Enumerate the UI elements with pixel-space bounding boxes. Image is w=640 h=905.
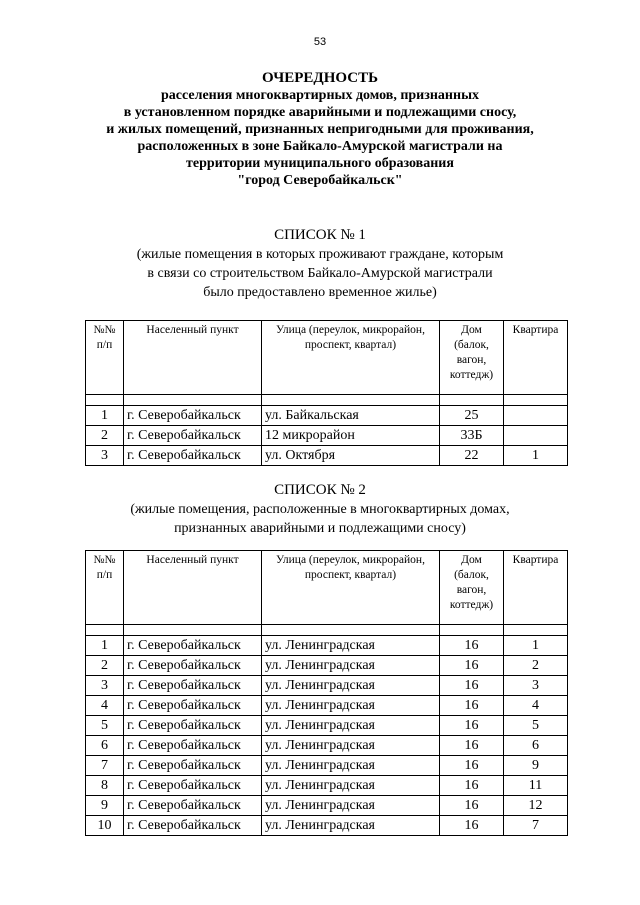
cell-num: 5	[86, 716, 124, 736]
cell-apartment	[504, 406, 568, 426]
cell-locality: г. Северобайкальск	[124, 636, 262, 656]
table-row	[86, 696, 568, 716]
title-line: территории муниципального образования	[186, 156, 454, 171]
cell-street: ул. Ленинградская	[262, 816, 440, 836]
table-row	[86, 796, 568, 816]
table-row	[86, 756, 568, 776]
cell-num: 9	[86, 796, 124, 816]
cell-house: 16	[440, 656, 504, 676]
cell-num: 1	[86, 636, 124, 656]
header-street: Улица (переулок, микрорайон, проспект, квартал)	[262, 551, 440, 625]
cell-house: 16	[440, 716, 504, 736]
cell-street: ул. Ленинградская	[262, 636, 440, 656]
header-house: Дом (балок, вагон, коттедж)	[440, 321, 504, 395]
cell-apartment: 1	[504, 636, 568, 656]
cell-num: 4	[86, 696, 124, 716]
table-header-row	[86, 321, 568, 395]
cell-apartment: 4	[504, 696, 568, 716]
cell-house: 22	[440, 446, 504, 466]
list1-table	[85, 320, 568, 466]
cell-street: ул. Ленинградская	[262, 776, 440, 796]
cell-house: 16	[440, 776, 504, 796]
cell-house: 16	[440, 676, 504, 696]
cell-house: 33Б	[440, 426, 504, 446]
header-house: Дом (балок, вагон, коттедж)	[440, 551, 504, 625]
table-row	[86, 716, 568, 736]
title-line: и жилых помещений, признанных непригодными для проживания,	[106, 122, 534, 137]
table-header-row	[86, 551, 568, 625]
cell-locality: г. Северобайкальск	[124, 816, 262, 836]
cell-locality: г. Северобайкальск	[124, 756, 262, 776]
list2-title: СПИСОК № 2	[274, 482, 366, 498]
table-row	[86, 446, 568, 466]
title-line: в установленном порядке аварийными и подлежащими сносу,	[123, 105, 517, 120]
header-num: №№ п/п	[86, 551, 124, 625]
cell-apartment: 11	[504, 776, 568, 796]
table-row	[86, 636, 568, 656]
table-row	[86, 816, 568, 836]
title-line: "город Северобайкальск"	[237, 173, 403, 188]
cell-num: 6	[86, 736, 124, 756]
document-title	[60, 70, 580, 189]
cell-street: ул. Ленинградская	[262, 676, 440, 696]
cell-num: 2	[86, 656, 124, 676]
cell-apartment	[504, 426, 568, 446]
cell-num: 3	[86, 446, 124, 466]
cell-apartment: 7	[504, 816, 568, 836]
table-spacer-row	[86, 625, 568, 636]
cell-house: 16	[440, 636, 504, 656]
cell-street: ул. Ленинградская	[262, 716, 440, 736]
header-num: №№ п/п	[86, 321, 124, 395]
cell-street: ул. Ленинградская	[262, 756, 440, 776]
table-row	[86, 676, 568, 696]
cell-num: 10	[86, 816, 124, 836]
list1-description-line: (жилые помещения в которых проживают граждане, которым	[136, 247, 504, 262]
cell-house: 16	[440, 816, 504, 836]
cell-street: ул. Ленинградская	[262, 656, 440, 676]
list1-heading	[60, 226, 580, 302]
table-spacer-row	[86, 395, 568, 406]
title-line: расселения многоквартирных домов, признанных	[161, 88, 479, 103]
cell-street: ул. Октября	[262, 446, 440, 466]
cell-house: 16	[440, 736, 504, 756]
cell-apartment: 6	[504, 736, 568, 756]
list2-description-line: признанных аварийными и подлежащими сносу)	[174, 521, 466, 536]
title-main: ОЧЕРЕДНОСТЬ	[261, 70, 379, 86]
cell-num: 7	[86, 756, 124, 776]
cell-locality: г. Северобайкальск	[124, 736, 262, 756]
cell-num: 8	[86, 776, 124, 796]
cell-apartment: 9	[504, 756, 568, 776]
header-street: Улица (переулок, микрорайон, проспект, квартал)	[262, 321, 440, 395]
header-apartment: Квартира	[504, 321, 568, 395]
header-locality: Населенный пункт	[124, 321, 262, 395]
list1-description-line: в связи со строительством Байкало-Амурской магистрали	[147, 266, 493, 281]
cell-locality: г. Северобайкальск	[124, 426, 262, 446]
cell-locality: г. Северобайкальск	[124, 406, 262, 426]
cell-house: 25	[440, 406, 504, 426]
cell-street: ул. Ленинградская	[262, 736, 440, 756]
list2-description-line: (жилые помещения, расположенные в многоквартирных домах,	[130, 502, 510, 517]
cell-house: 16	[440, 756, 504, 776]
cell-locality: г. Северобайкальск	[124, 716, 262, 736]
cell-locality: г. Северобайкальск	[124, 446, 262, 466]
list1-title: СПИСОК № 1	[274, 227, 366, 243]
cell-apartment: 12	[504, 796, 568, 816]
cell-num: 2	[86, 426, 124, 446]
title-line: расположенных в зоне Байкало-Амурской магистрали на	[137, 139, 503, 154]
cell-locality: г. Северобайкальск	[124, 676, 262, 696]
cell-house: 16	[440, 696, 504, 716]
cell-house: 16	[440, 796, 504, 816]
cell-street: 12 микрорайон	[262, 426, 440, 446]
cell-locality: г. Северобайкальск	[124, 656, 262, 676]
cell-apartment: 5	[504, 716, 568, 736]
table-row	[86, 406, 568, 426]
cell-num: 3	[86, 676, 124, 696]
table-row	[86, 736, 568, 756]
cell-street: ул. Ленинградская	[262, 696, 440, 716]
page-number: 53	[313, 36, 327, 48]
header-locality: Населенный пункт	[124, 551, 262, 625]
cell-locality: г. Северобайкальск	[124, 796, 262, 816]
table-row	[86, 776, 568, 796]
header-apartment: Квартира	[504, 551, 568, 625]
cell-locality: г. Северобайкальск	[124, 776, 262, 796]
cell-num: 1	[86, 406, 124, 426]
cell-street: ул. Ленинградская	[262, 796, 440, 816]
cell-apartment: 3	[504, 676, 568, 696]
list2-table	[85, 550, 568, 836]
cell-street: ул. Байкальская	[262, 406, 440, 426]
table-row	[86, 656, 568, 676]
list1-description-line: было предоставлено временное жилье)	[203, 285, 437, 300]
cell-apartment: 2	[504, 656, 568, 676]
table-row	[86, 426, 568, 446]
cell-locality: г. Северобайкальск	[124, 696, 262, 716]
cell-apartment: 1	[504, 446, 568, 466]
list2-heading	[60, 481, 580, 538]
